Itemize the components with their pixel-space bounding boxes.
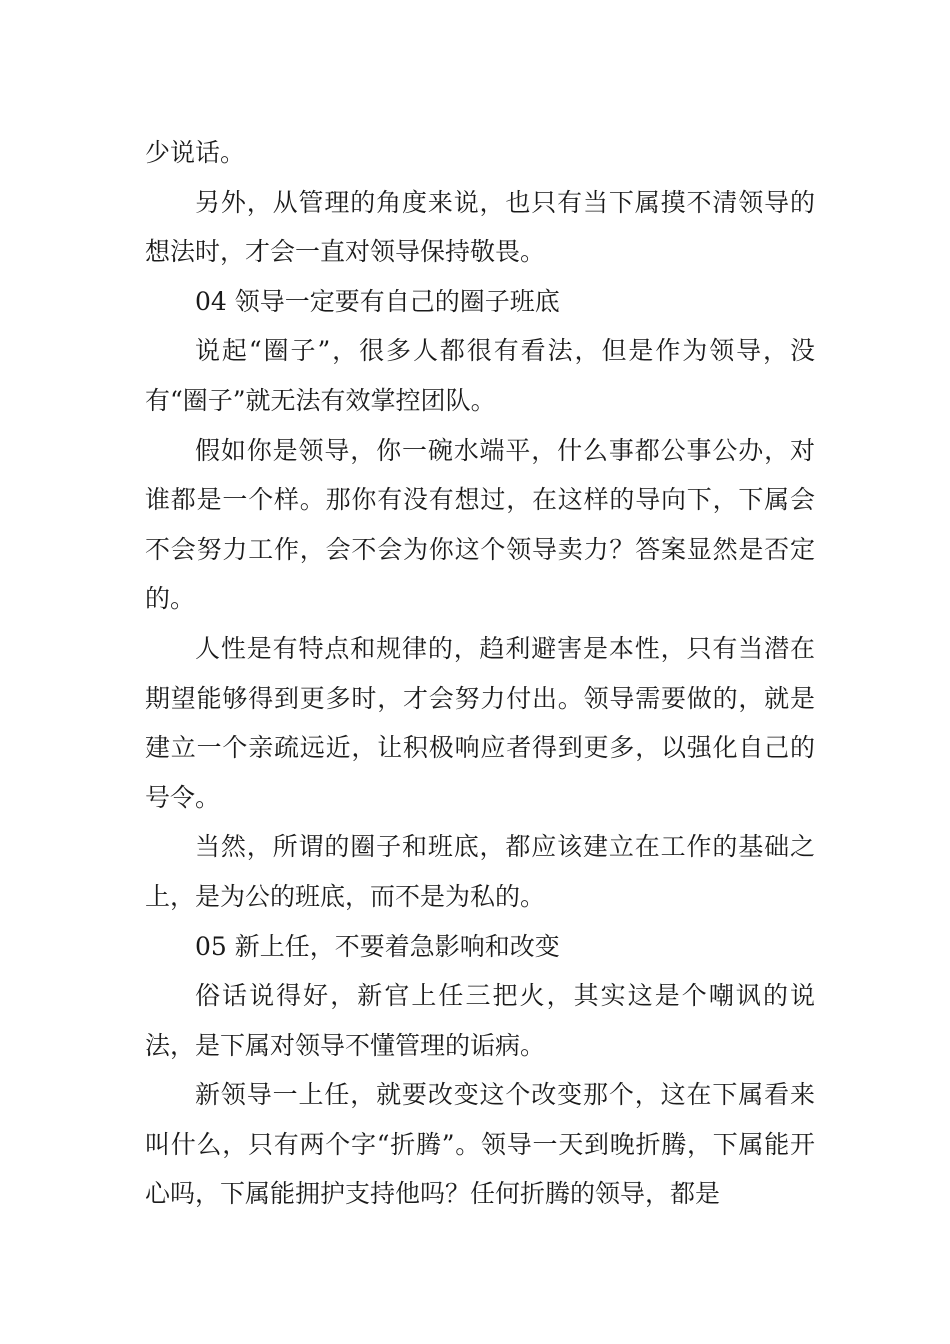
paragraph: 人性是有特点和规律的，趋利避害是本性，只有当潜在期望能够得到更多时，才会努力付出。领导需要做的，就是建立一个亲疏远近，让积极响应者得到更多，以强化自己的号令。	[145, 633, 815, 812]
document-body	[145, 128, 815, 1219]
section-heading-04: 04 领导一定要有自己的圈子班底	[195, 286, 560, 316]
paragraph: 另外，从管理的角度来说，也只有当下属摸不清领导的想法时，才会一直对领导保持敬畏。	[145, 187, 815, 267]
paragraph: 当然，所谓的圈子和班底，都应该建立在工作的基础之上，是为公的班底，而不是为私的。	[145, 832, 815, 911]
paragraph: 假如你是领导，你一碗水端平，什么事都公事公办，对谁都是一个样。那你有没有想过，在这样的导向下，下属会不会努力工作，会不会为你这个领导卖力？答案显然是否定的。	[145, 435, 815, 614]
paragraph: 说起“圈子”，很多人都很有看法，但是作为领导，没有“圈子”就无法有效掌控团队。	[145, 336, 815, 415]
paragraph: 俗话说得好，新官上任三把火，其实这是个嘲讽的说法，是下属对领导不懂管理的诟病。	[145, 981, 815, 1060]
paragraph: 新领导一上任，就要改变这个改变那个，这在下属看来叫什么，只有两个字“折腾”。领导一天到晚折腾，下属能开心吗，下属能拥护支持他吗？任何折腾的领导，都是	[145, 1080, 815, 1209]
paragraph-continuation: 少说话。	[145, 138, 246, 167]
section-heading-05: 05 新上任，不要着急影响和改变	[195, 931, 560, 961]
